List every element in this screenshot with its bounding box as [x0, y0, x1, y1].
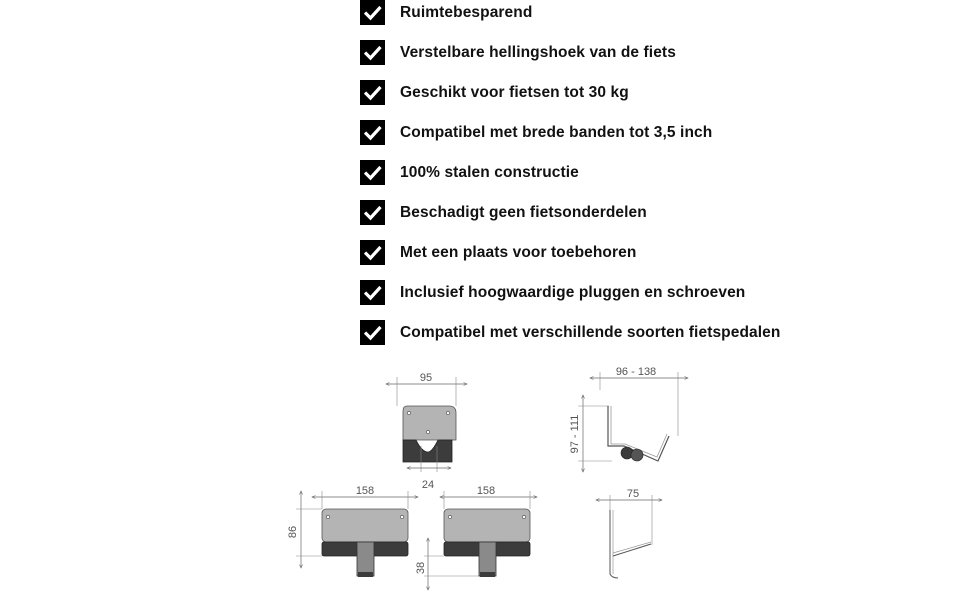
- feature-label: Met een plaats voor toebehoren: [400, 244, 637, 261]
- dimension-right-post: 38: [415, 561, 427, 575]
- dimension-slot-width: 24: [421, 479, 435, 491]
- bottom-left-drawing: [287, 485, 418, 577]
- dimension-side-height: 97 - 111: [569, 414, 581, 454]
- dimension-right-width: 158: [476, 485, 496, 497]
- feature-label: Beschadigt geen fietsonderdelen: [400, 204, 647, 221]
- feature-label: Verstelbare hellingshoek van de fiets: [400, 44, 676, 61]
- feature-label: Compatibel met brede banden tot 3,5 inch: [400, 124, 713, 141]
- bottom-center-drawing: [415, 485, 537, 590]
- feature-label: 100% stalen constructie: [400, 164, 579, 181]
- side-view-drawing: [569, 366, 688, 472]
- dimension-top-width: 95: [419, 372, 433, 384]
- feature-label: Geschikt voor fietsen tot 30 kg: [400, 84, 629, 101]
- dimension-profile-depth: 75: [626, 488, 640, 500]
- front-view-drawing: [386, 372, 467, 491]
- feature-label: Inclusief hoogwaardige pluggen en schroeven: [400, 284, 746, 301]
- dimension-left-width: 158: [355, 485, 375, 497]
- profile-view-drawing: [596, 488, 662, 578]
- dimension-side-depth: 96 - 138: [615, 366, 657, 378]
- dimension-left-height: 86: [287, 525, 299, 539]
- feature-label: Compatibel met verschillende soorten fietspedalen: [400, 324, 781, 341]
- feature-label: Ruimtebesparend: [400, 4, 533, 21]
